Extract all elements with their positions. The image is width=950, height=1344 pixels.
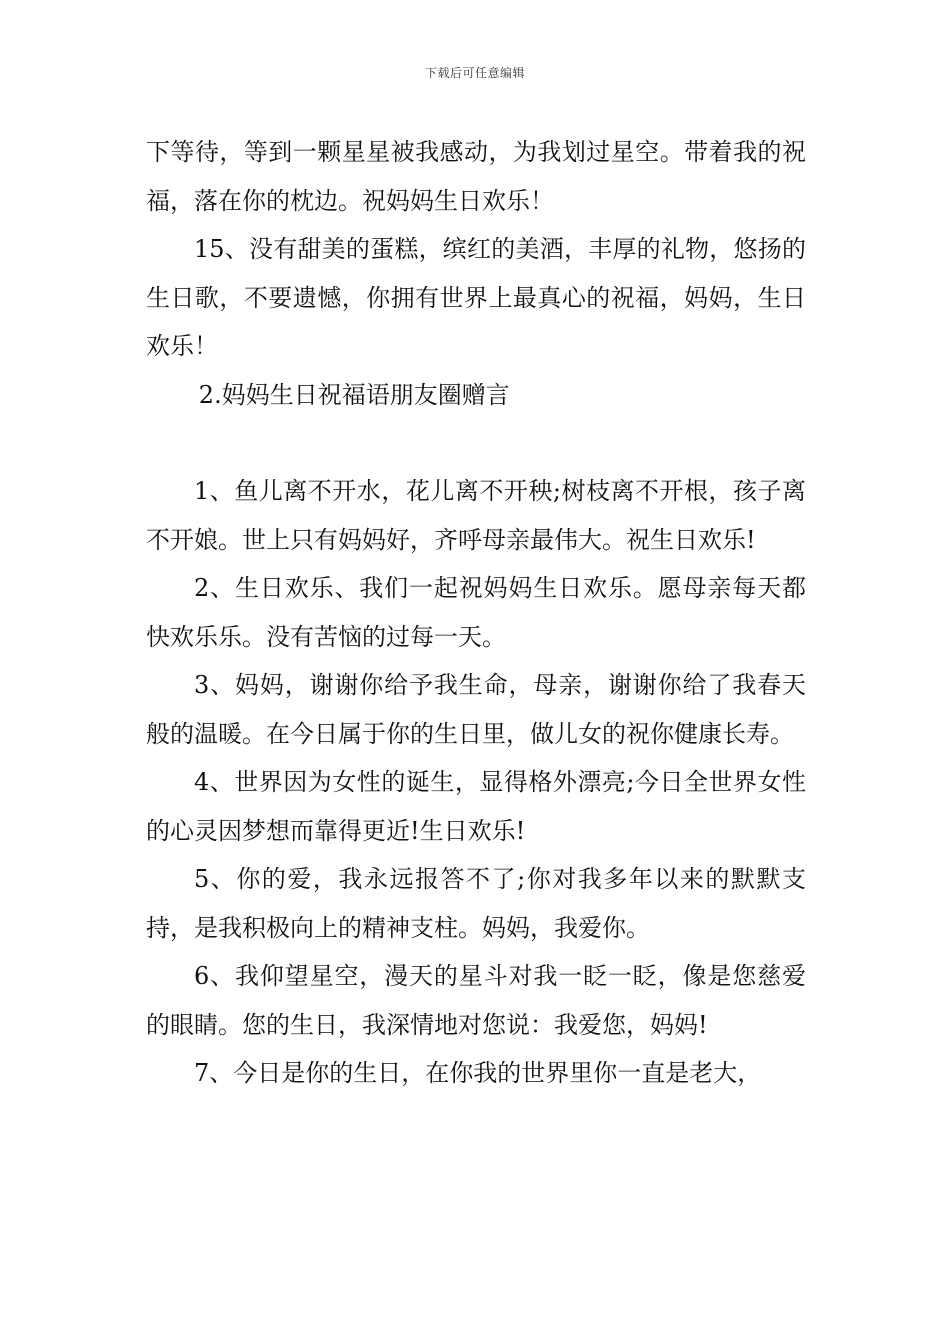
- continuation-paragraph: 下等待，等到一颗星星被我感动，为我划过星空。带着我的祝福，落在你的枕边。祝妈妈生日欢乐！: [146, 138, 806, 215]
- wish-item-2: 2、生日欢乐、我们一起祝妈妈生日欢乐。愿母亲每天都快欢乐乐。没有苦恼的过每一天。: [146, 574, 806, 651]
- section-spacer: [146, 419, 806, 467]
- document-body: [146, 128, 806, 1098]
- wish-item-15: 15、没有甜美的蛋糕，缤红的美酒，丰厚的礼物，悠扬的生日歌，不要遗憾，你拥有世界上最真心的祝福，妈妈，生日欢乐！: [146, 235, 806, 360]
- wish-item-5: 5、你的爱，我永远报答不了;你对我多年以来的默默支持，是我积极向上的精神支柱。妈妈，我爱你。: [146, 865, 806, 942]
- wish-item-4: 4、世界因为女性的诞生，显得格外漂亮;今日全世界女性的心灵因梦想而靠得更近!生日欢乐!: [146, 768, 806, 845]
- section-heading: 2.妈妈生日祝福语朋友圈赠言: [198, 380, 510, 409]
- wish-item-6: 6、我仰望星空，漫天的星斗对我一眨一眨，像是您慈爱的眼睛。您的生日，我深情地对您说：我爱您，妈妈!: [146, 962, 806, 1039]
- wish-item-1: 1、鱼儿离不开水，花儿离不开秧;树枝离不开根，孩子离不开娘。世上只有妈妈好，齐呼母亲最伟大。祝生日欢乐!: [146, 477, 806, 554]
- wish-item-3: 3、妈妈，谢谢你给予我生命，母亲，谢谢你给了我春天般的温暖。在今日属于你的生日里，做儿女的祝你健康长寿。: [146, 671, 806, 748]
- wish-item-7: 7、今日是你的生日，在你我的世界里你一直是老大，: [194, 1059, 762, 1087]
- page-header-note: 下载后可任意编辑: [424, 66, 525, 80]
